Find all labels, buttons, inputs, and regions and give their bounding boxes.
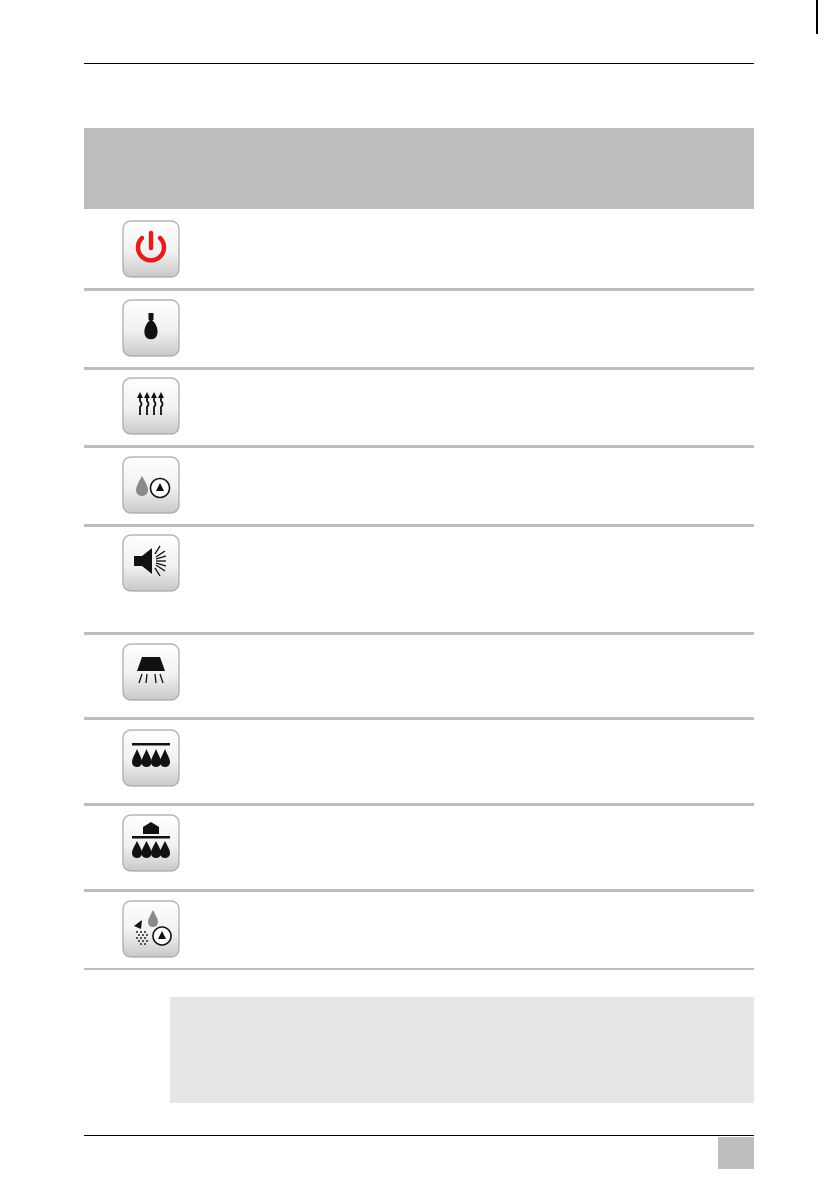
water-pump-icon [122, 456, 180, 514]
horn-icon [122, 534, 180, 592]
table-row [84, 806, 754, 889]
work-light-icon [122, 643, 180, 701]
table-row [84, 210, 754, 288]
footer-rule [84, 1135, 754, 1136]
table-row [84, 635, 754, 717]
power-icon [122, 220, 180, 278]
note-box [170, 997, 754, 1103]
table-row [84, 448, 754, 524]
spray-nozzles-icon [122, 729, 180, 787]
table-row [84, 527, 754, 632]
page-number-box [718, 1137, 754, 1169]
table-row [84, 370, 754, 445]
cabin-spray-nozzles-icon [122, 814, 180, 872]
shower-pump-icon [122, 900, 180, 958]
light-bulb-icon [122, 299, 180, 357]
row-separator [84, 968, 754, 970]
table-row [84, 720, 754, 803]
header-rule [84, 63, 754, 64]
table-row [84, 291, 754, 367]
heating-icon [122, 377, 180, 435]
corner-mark [816, 0, 818, 34]
table-row [84, 892, 754, 968]
table-header [84, 128, 754, 209]
